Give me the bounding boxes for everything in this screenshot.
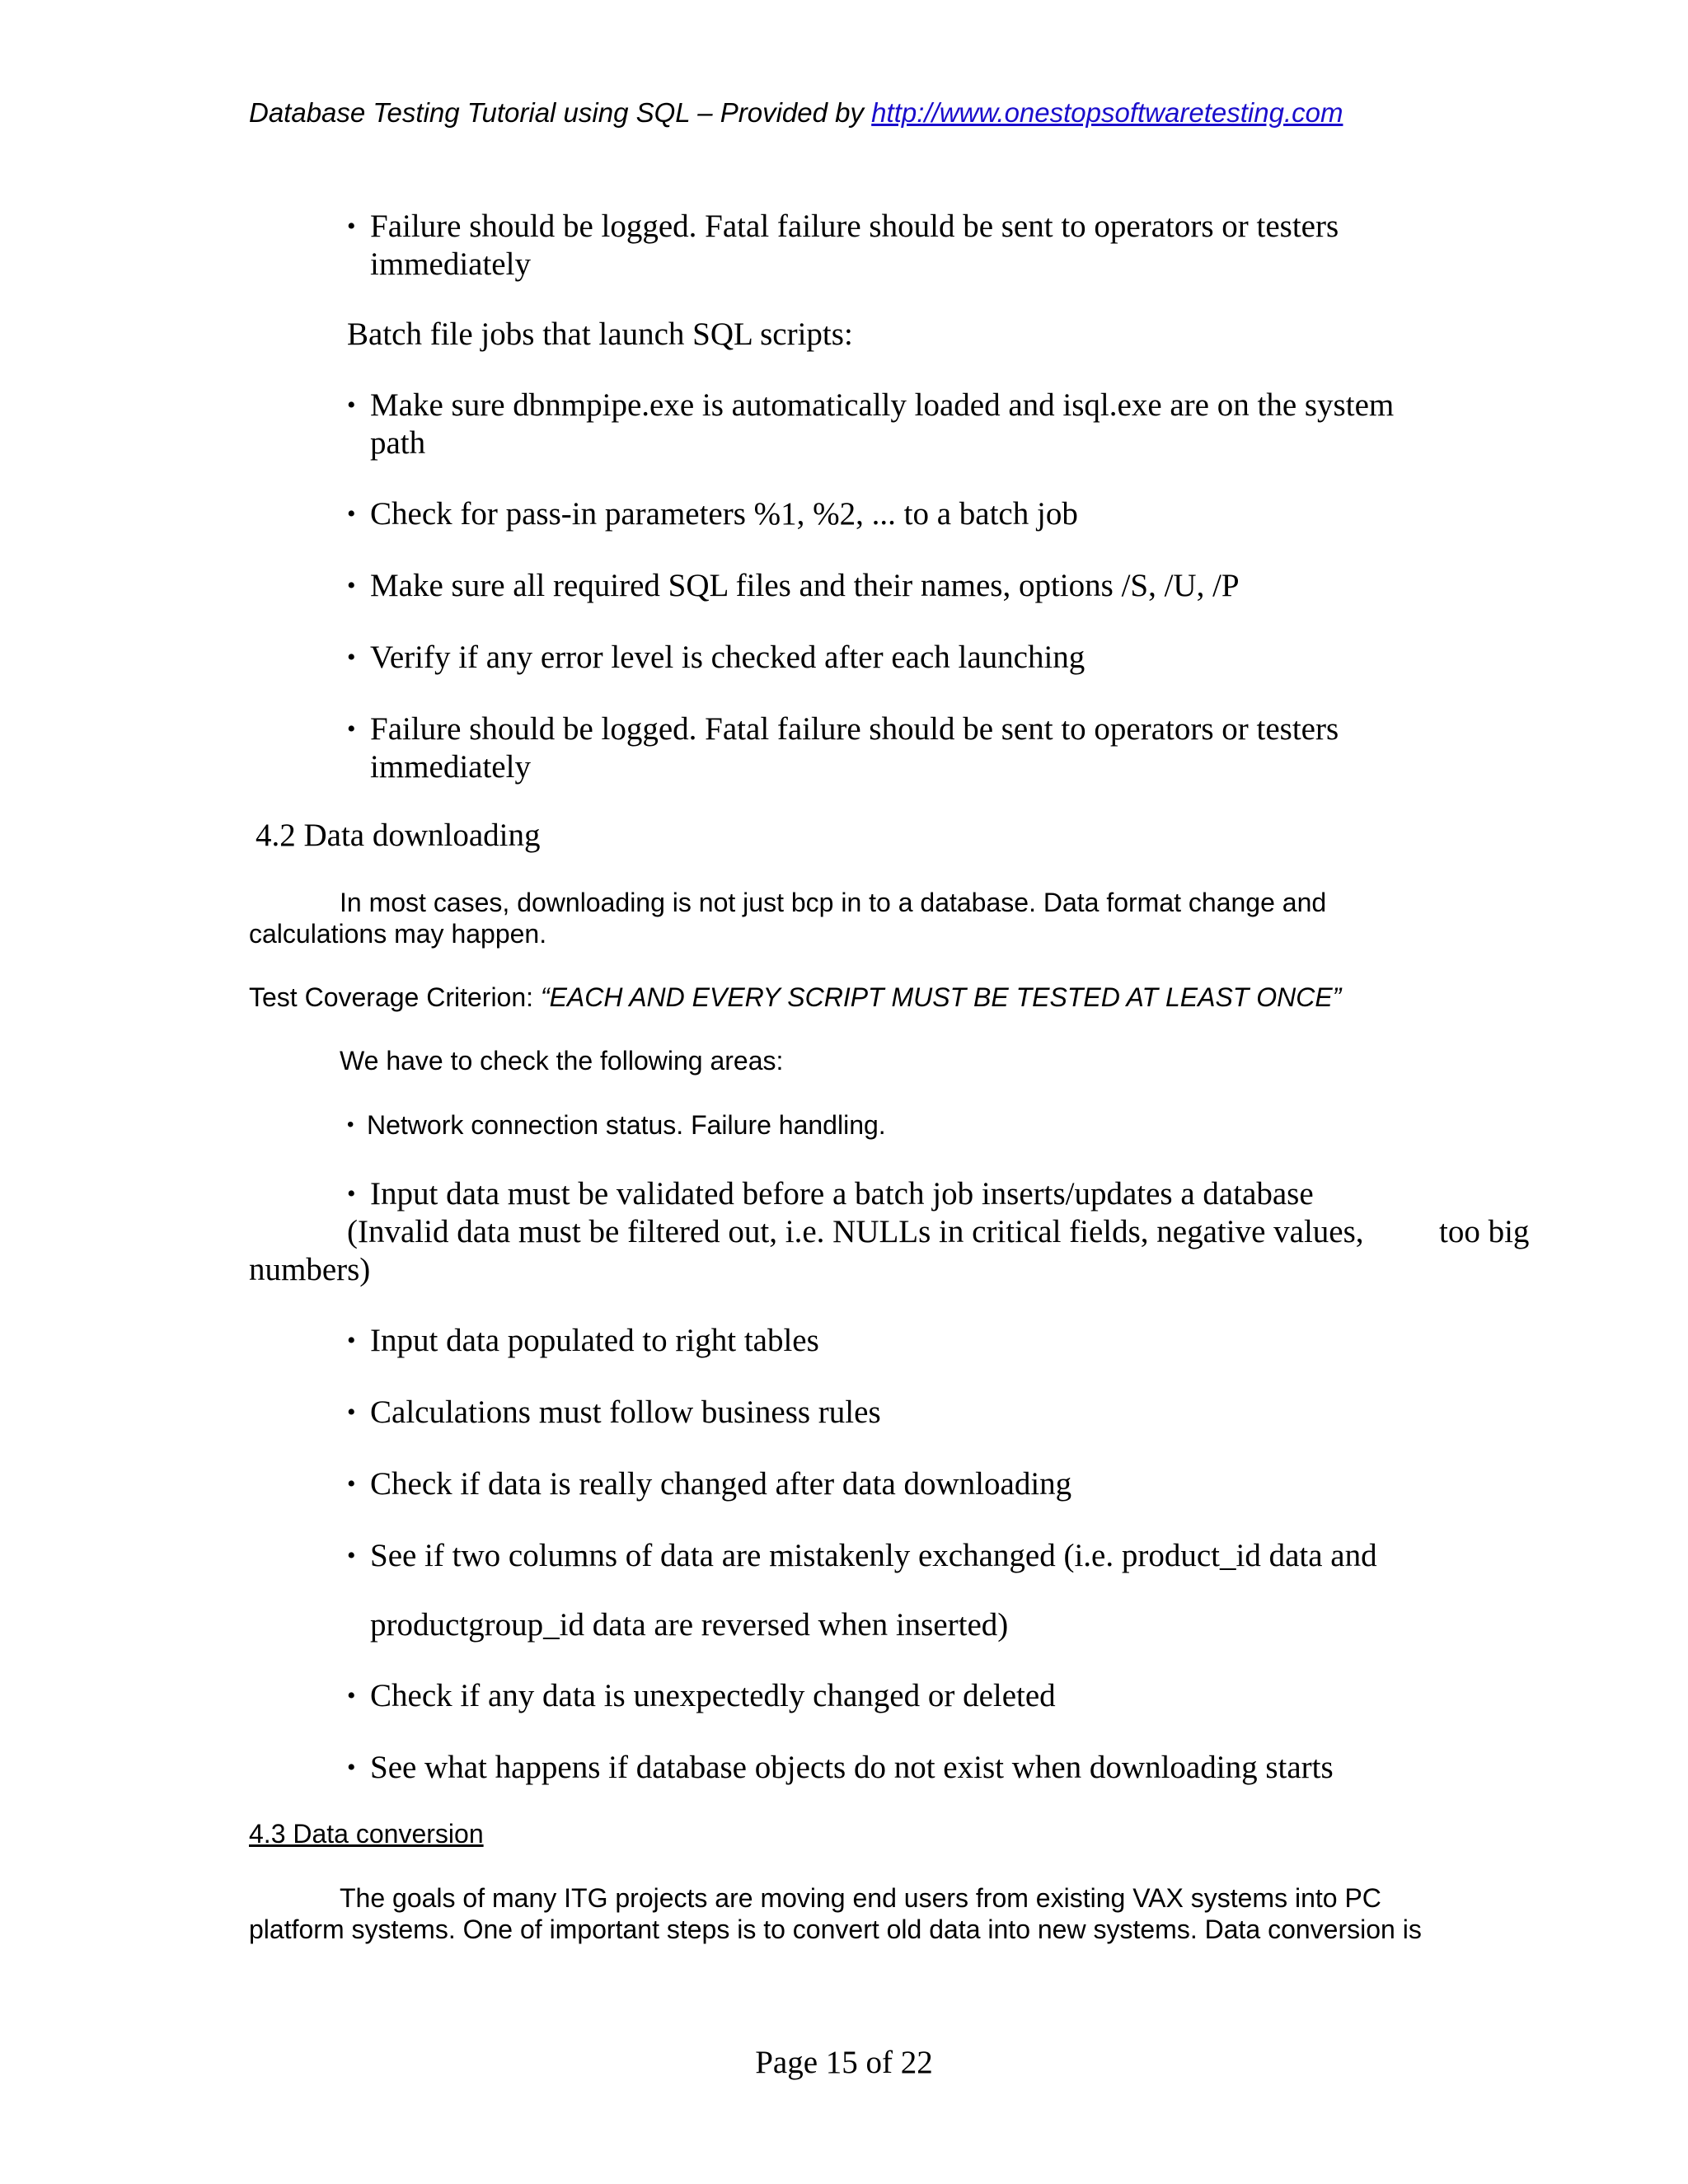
list-item-text-continued: path [370,425,426,461]
paragraph-line: platform systems. One of important steps is to convert old data into new systems. Data conversion is [249,1915,1422,1944]
paragraph-line: The goals of many ITG projects are moving end users from existing VAX systems into PC [340,1883,1381,1913]
list-item-text: Failure should be logged. Fatal failure should be sent to operators or testers [370,209,1339,244]
list-item-text: Make sure dbnmpipe.exe is automatically loaded and isql.exe are on the system [370,387,1395,423]
bullet-icon: • [347,572,356,599]
bullet-icon: • [347,1399,356,1426]
bullet-icon: • [347,1327,356,1354]
header-link[interactable]: http://www.onestopsoftwaretesting.com [871,97,1343,128]
list-item-text: See if two columns of data are mistakenly exchanged (i.e. product_id data and [370,1538,1377,1573]
list-item-text-continued: immediately [370,246,531,282]
header-title: Database Testing Tutorial using SQL – Provided by [249,97,872,128]
list-item-text: Check if any data is unexpectedly changed or deleted [370,1678,1056,1713]
list-item-text-continued: productgroup_id data are reversed when inserted) [370,1607,1009,1643]
list-item-text: Check for pass-in parameters %1, %2, ... to a batch job [370,496,1078,532]
section-heading-4-2: 4.2 Data downloading [256,818,541,853]
list-item-text: Check if data is really changed after data downloading [370,1466,1072,1502]
list-item-text-continued: (Invalid data must be filtered out, i.e. NULLs in critical fields, negative values, [347,1214,1364,1249]
bullet-icon: • [347,1682,356,1709]
section-heading-4-3: 4.3 Data conversion [249,1819,484,1849]
bullet-icon: • [347,715,356,743]
list-item-text: See what happens if database objects do not exist when downloading starts [370,1750,1334,1785]
criterion-quote: “EACH AND EVERY SCRIPT MUST BE TESTED AT LEAST ONCE” [540,982,1342,1012]
batch-heading: Batch file jobs that launch SQL scripts: [347,316,853,352]
page-number: Page 15 of 22 [755,2045,933,2080]
bullet-icon: • [347,391,356,419]
bullet-icon: • [347,1113,354,1136]
bullet-icon: • [347,500,356,527]
bullet-icon: • [347,644,356,671]
paragraph-line: calculations may happen. [249,919,547,949]
coverage-criterion [249,982,1341,1013]
paragraph-line: In most cases, downloading is not just bcp in to a database. Data format change and [340,888,1327,917]
check-intro: We have to check the following areas: [340,1046,784,1076]
bullet-icon: • [347,213,356,240]
bullet-icon: • [347,1470,356,1497]
list-item-text: Make sure all required SQL files and their names, options /S, /U, /P [370,568,1240,603]
page-header [249,97,1343,129]
bullet-icon: • [347,1754,356,1781]
bullet-icon: • [347,1180,356,1207]
list-item-text: Calculations must follow business rules [370,1394,881,1430]
list-item-text: Verify if any error level is checked after each launching [370,640,1085,675]
list-item-text-continued: too big [1439,1214,1530,1249]
list-item-text: Input data must be validated before a batch job inserts/updates a database [370,1176,1314,1212]
list-item-text-continued: immediately [370,749,531,785]
list-item-text: Input data populated to right tables [370,1323,819,1358]
criterion-label: Test Coverage Criterion: [249,982,541,1012]
bullet-icon: • [347,1542,356,1569]
list-item-text: Failure should be logged. Fatal failure should be sent to operators or testers [370,711,1339,747]
list-item-text-continued: numbers) [249,1252,371,1287]
list-item-text: Network connection status. Failure handling. [367,1110,886,1140]
